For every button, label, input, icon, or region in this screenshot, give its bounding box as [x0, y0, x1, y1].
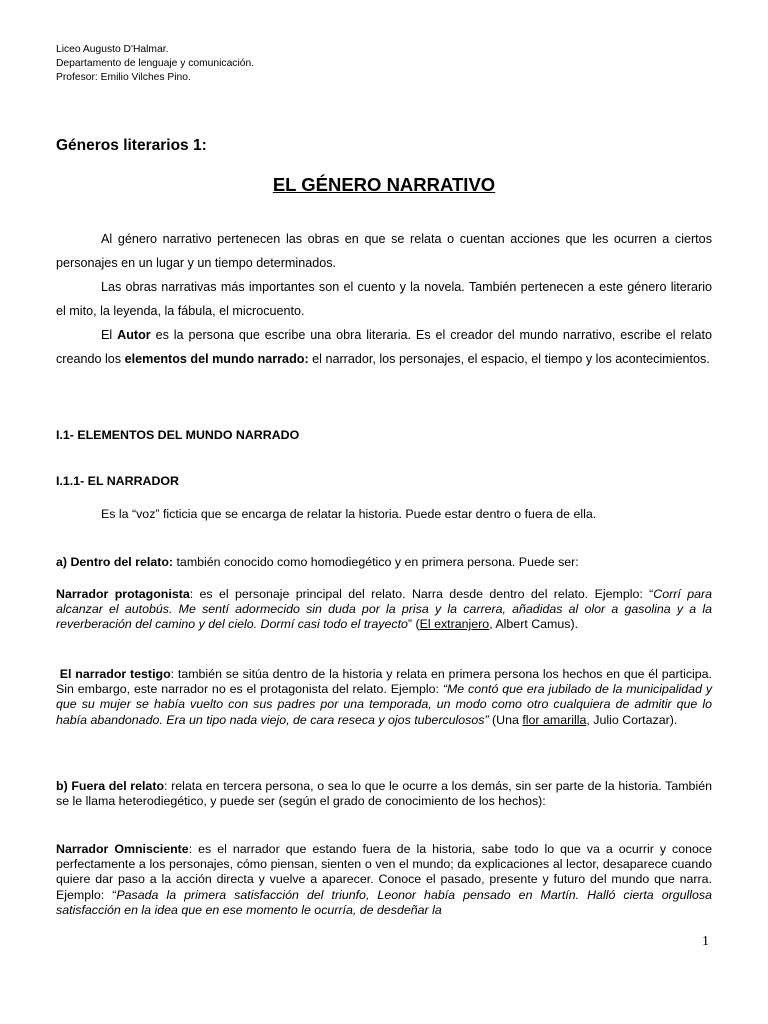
page-number: 1 [702, 934, 709, 949]
intro-paragraph-1: Al género narrativo pertenecen las obras en que se relata o cuentan acciones que les ocurren a ciertos personajes en un lugar y un tiempo determinados. [56, 232, 712, 270]
world-elements-term: elementos del mundo narrado: [124, 352, 309, 366]
protagonist-after-quote: ” ( [407, 617, 420, 632]
omniscient-quote: Pasada la primera satisfacción del triunfo, Leonor había pensado en Martín. Halló cierta orgullosa satisfacción en la idea que en ese momento le ocurría, de desdeñar la [56, 887, 712, 917]
protagonist-quote: Corrí para alcanzar el autobús. Me sentí adormecido sin duda por la prisa y la carrera, añadidas al olor a gasolina y a la reverberación del camino y del cielo. Dormí casi todo el trayecto [56, 587, 712, 632]
protagonist-paragraph [56, 587, 712, 633]
document-header [56, 43, 254, 85]
author-term: Autor [117, 328, 151, 342]
protagonist-author: , Albert Camus). [489, 617, 579, 632]
outside-story-paragraph [56, 779, 712, 809]
teacher-name: Profesor: Emilio Vilches Pino. [56, 72, 191, 83]
witness-paragraph [56, 667, 712, 728]
book-title-flor-amarilla: flor amarilla [522, 712, 587, 727]
book-title-el-extranjero: El extranjero [419, 617, 490, 632]
document-title: EL GÉNERO NARRATIVO [272, 174, 496, 195]
inside-story-text: también conocido como homodiegético y en primera persona. Puede ser: [173, 555, 579, 569]
omniscient-text: : es el narrador que estando fuera de la historia, sabe todo lo que va a ocurrir y conoce perfectamente a los personajes, cómo piensan, sienten o ven el mundo; da explicaciones al lector, desaparece cuando quiere dar paso a la acción directa y vuelve a aparecer. Conoce el pasado, presente y futuro del mundo que narra. Ejemplo: “ [56, 842, 712, 902]
protagonist-text: : es el personaje principal del relato. Narra desde dentro del relato. Ejemplo: “ [189, 587, 654, 601]
witness-label: El narrador testigo [59, 667, 171, 681]
witness-author: , Julio Cortazar). [586, 712, 678, 727]
narrator-definition: Es la “voz” ficticia que se encarga de relatar la historia. Puede estar dentro o fuera de ella. [101, 507, 597, 521]
protagonist-label: Narrador protagonista [56, 587, 190, 601]
outside-story-text: : relata en tercera persona, o sea lo que le ocurre a los demás, sin ser parte de la historia. También se le llama heterodiegético, y puede ser (según el grado de conocimiento de los hechos): [56, 779, 712, 809]
intro-paragraph-2: Las obras narrativas más importantes son el cuento y la novela. También pertenecen a este género literario el mito, la leyenda, la fábula, el microcuento. [56, 280, 712, 318]
school-name: Liceo Augusto D'Halmar. [56, 44, 169, 55]
intro-p3-text-e: el narrador, los personajes, el espacio, el tiempo y los acontecimientos. [308, 352, 710, 366]
inside-story-paragraph [56, 555, 712, 570]
inside-story-label: a) Dentro del relato: [56, 555, 174, 569]
witness-text: : también se sitúa dentro de la historia y relata en primera persona los hechos en que él participa. Sin embargo, este narrador no es el protagonista del relato. Ejemplo: [56, 667, 712, 697]
intro-paragraph-3 [56, 323, 712, 371]
omniscient-paragraph [56, 842, 712, 918]
section-heading-1-1: I.1.1- EL NARRADOR [56, 474, 180, 488]
section-heading-1: I.1- ELEMENTOS DEL MUNDO NARRADO [56, 428, 300, 442]
intro-p3-text-a: El [101, 328, 118, 342]
outside-story-label: b) Fuera del relato [56, 779, 165, 793]
witness-quote: “Me contó que era jubilado de la municipalidad y que su mujer se había vuelto con sus padres por una temporada, un modo como otro cualquiera de admitir que lo había abandonado. Era un tipo nada viejo, de cara reseca y ojos tuberculosos” [56, 682, 713, 727]
omniscient-label: Narrador Omnisciente [56, 842, 189, 856]
witness-before-book: (Una [488, 712, 523, 727]
document-subtitle: Géneros literarios 1: [56, 137, 207, 154]
department-name: Departamento de lenguaje y comunicación. [56, 58, 255, 69]
intro-p3-text-c: es la persona que escribe una obra literaria. Es el creador del mundo narrativo, escribe el relato creando los [56, 328, 712, 366]
intro-section [56, 227, 712, 371]
